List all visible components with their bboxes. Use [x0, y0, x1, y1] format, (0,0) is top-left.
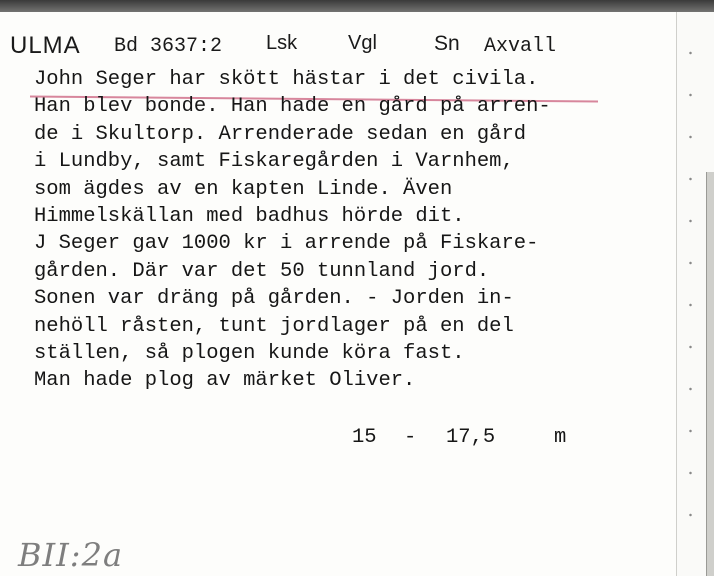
- body-line: i Lundby, samt Fiskaregården i Varnhem,: [34, 150, 514, 174]
- perforation-dots: [689, 32, 692, 552]
- body-line: John Seger har skött hästar i det civila.: [34, 68, 539, 91]
- body-line: gården. Där var det 50 tunnland jord.: [34, 259, 490, 283]
- handwritten-classification: BII:2a: [18, 536, 124, 574]
- body-line: de i Skultorp. Arrenderade sedan en gård: [34, 122, 527, 146]
- body-line: Himmelskällan med badhus hörde dit.: [34, 204, 465, 228]
- body-line: J Seger gav 1000 kr i arrende på Fiskare-: [34, 232, 539, 256]
- parish-label: Sn: [434, 32, 460, 55]
- volume-number: Bd 3637:2: [114, 35, 223, 58]
- measurement-unit: m: [554, 426, 567, 449]
- body-line: Man hade plog av märket Oliver.: [34, 369, 416, 393]
- measurement-from: 15: [352, 426, 377, 449]
- card-body-text: [34, 66, 634, 395]
- measurement-to: 17,5: [446, 426, 496, 449]
- body-line: Han blev bonde. Han hade en gård på arren-: [34, 95, 551, 119]
- parish-name: Axvall: [484, 35, 557, 58]
- county-code: Lsk: [266, 32, 298, 54]
- measurement-dash: -: [404, 426, 417, 449]
- body-line: nehöll råsten, tunt jordlager på en del: [34, 314, 514, 338]
- body-line: ställen, så plogen kunde köra fast.: [34, 341, 465, 365]
- card-header: [10, 32, 670, 62]
- body-line: Sonen var dräng på gården. - Jorden in-: [34, 287, 514, 311]
- adjacent-card-edge: [706, 172, 714, 576]
- district-code: Vgl: [348, 32, 377, 54]
- body-line: som ägdes av en kapten Linde. Även: [34, 177, 453, 201]
- archive-code: ULMA: [10, 32, 81, 59]
